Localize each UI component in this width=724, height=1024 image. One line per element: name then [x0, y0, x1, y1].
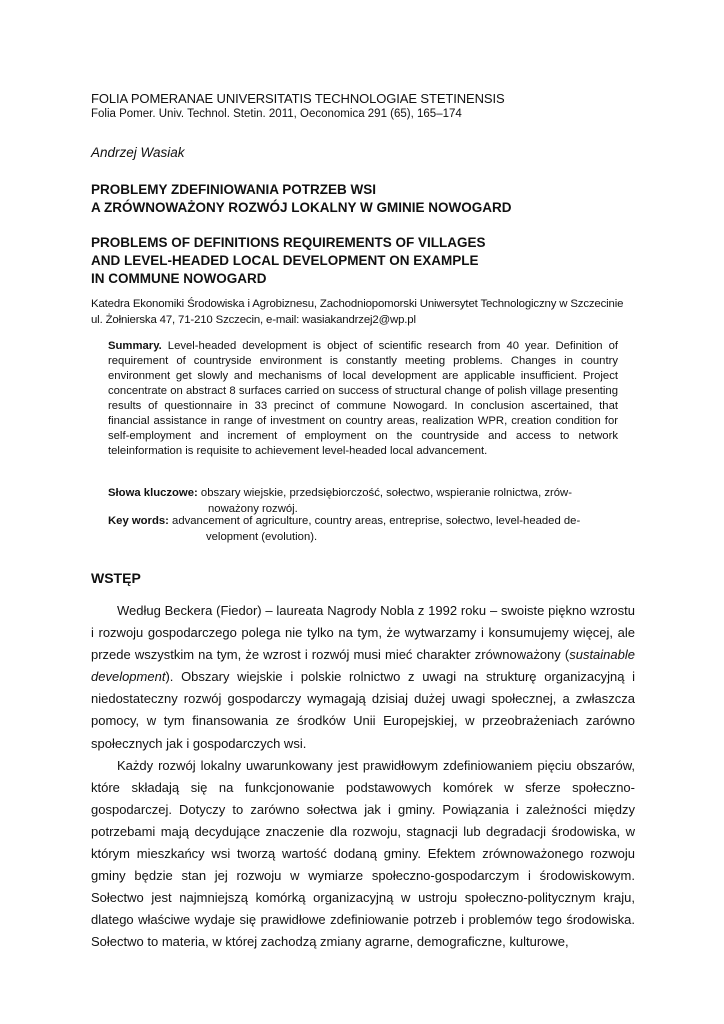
journal-citation: Folia Pomer. Univ. Technol. Stetin. 2011, Oeconomica 291 (65), 165–174 — [91, 108, 462, 120]
paragraph-1-part-1: Według Beckera (Fiedor) – laureata Nagrody Nobla z 1992 roku – swoiste piękno wzrostu i rozwoju gospodarczego polega nie tylko na tym, że wytwarzamy i konsumujemy więcej, ale przede wszystkim na tym, że wzrost i rozwój musi mieć charakter zrównoważony ( — [91, 603, 635, 663]
title-polish — [91, 181, 635, 217]
body-text — [91, 600, 635, 954]
summary-label: Summary. — [108, 340, 162, 352]
keywords-english — [108, 513, 618, 545]
title-english-line-3: IN COMMUNE NOWOGARD — [91, 271, 267, 286]
title-polish-line-2: A ZRÓWNOWAŻONY ROZWÓJ LOKALNY W GMINIE NOWOGARD — [91, 200, 512, 215]
paragraph-1 — [91, 600, 635, 755]
affiliation-line-2: ul. Żołnierska 47, 71-210 Szczecin, e-mail: wasiakandrzej2@wp.pl — [91, 314, 416, 326]
summary-text: Level-headed development is object of scientific research from 40 year. Definition of requirement of countryside environment is constantly meeting problems. Changes in country environment get slowly and mechanisms of local development are applicable insufficient. Project concentrate on abstract 8 surfaces carried on success of structural change of polish village presenting results of questionnaire in 33 precinct of commune Nowogard. In conclusion ascertained, that financial assistance in range of investment on country areas, realization WPR, creation condition for self-employment and increment of employment on the countryside and access to network teleinformation is requisite to achievement level-headed local advancement. — [108, 340, 618, 457]
section-heading: WSTĘP — [91, 570, 141, 586]
paragraph-2: Każdy rozwój lokalny uwarunkowany jest prawidłowym zdefiniowaniem pięciu obszarów, które składają się na funkcjonowanie podstawowych komórek w sferze społeczno-gospodarczej. Dotyczy to zarówno sołectwa jak i gminy. Powiązania i zależności między potrzebami mają decydujące znaczenie dla rozwoju, stagnacji lub degradacji środowiska, w którym mieszkańcy wsi tworzą wartość dodaną gminy. Efektem zrównoważonego rozwoju gminy będzie stan jej rozwoju w wymiarze społeczno-gospodarczym i środowiskowym. Sołectwo jest najmniejszą komórką organizacyjną w ustroju społeczno-politycznym kraju, dlatego właściwe wydaje się prawidłowe zdefiniowanie potrzeb i problemów tego środowiska. Sołectwo to materia, w której zachodzą zmiany agrarne, demograficzne, kulturowe, — [91, 757, 635, 950]
title-english-line-1: PROBLEMS OF DEFINITIONS REQUIREMENTS OF VILLAGES — [91, 235, 486, 250]
paragraph-1-part-2: ). Obszary wiejskie i polskie rolnictwo z uwagi na strukturę organizacyjną i niedostateczny rozwój gospodarczy wymagają dzisiaj dużej uwagi społecznej, a zwłaszcza pomocy, w tym finansowania ze środków Unii Europejskiej, w przeobrażeniach zarówno społecznych jak i gospodarczych wsi. — [91, 669, 635, 751]
keywords-polish-line-2: noważony rozwój. — [208, 503, 298, 515]
keywords-english-line-1: advancement of agriculture, country areas, entreprise, sołectwo, level-headed de- — [168, 515, 581, 527]
paragraph-1-italic: sustainable development — [91, 647, 635, 685]
keywords-polish-label: Słowa kluczowe: — [108, 487, 198, 499]
title-polish-line-1: PROBLEMY ZDEFINIOWANIA POTRZEB WSI — [91, 182, 377, 197]
summary — [108, 339, 618, 459]
keywords-english-label: Key words: — [108, 515, 169, 527]
title-english — [91, 234, 635, 288]
author-name: Andrzej Wasiak — [91, 145, 185, 160]
journal-title: FOLIA POMERANAE UNIVERSITATIS TECHNOLOGIAE STETINENSIS — [91, 91, 505, 106]
affiliation — [91, 296, 635, 328]
keywords-polish-line-1: obszary wiejskie, przedsiębiorczość, sołectwo, wspieranie rolnictwa, zrów- — [197, 487, 572, 499]
keywords-english-line-2: velopment (evolution). — [206, 531, 318, 543]
affiliation-line-1: Katedra Ekonomiki Środowiska i Agrobiznesu, Zachodniopomorski Uniwersytet Technologiczny w Szczecinie — [91, 298, 624, 310]
title-english-line-2: AND LEVEL-HEADED LOCAL DEVELOPMENT ON EXAMPLE — [91, 253, 479, 268]
